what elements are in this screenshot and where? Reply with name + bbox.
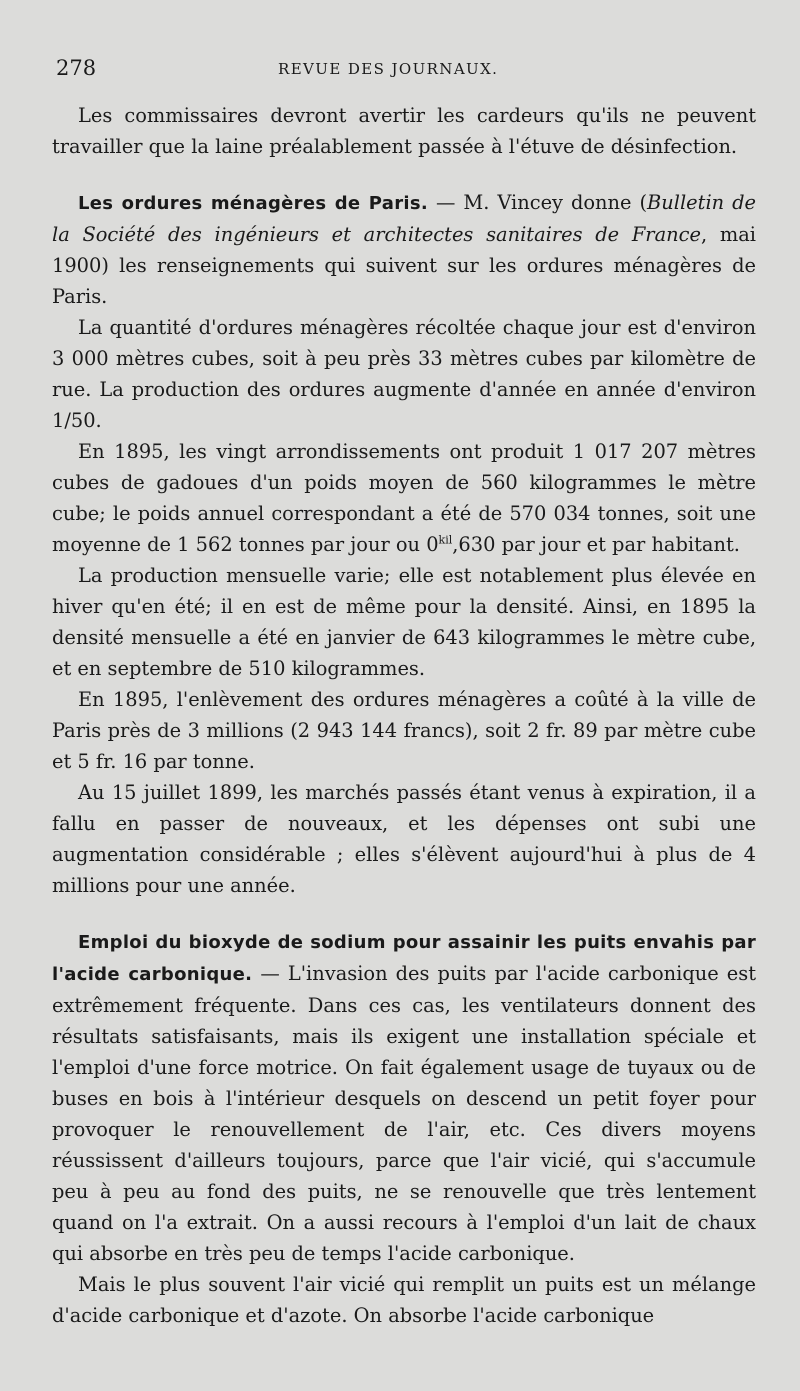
article-bioxyde-intro-text: — L'invasion des puits par l'acide carbonique est extrêmement fréquente. Dans ces cas, les ventilateurs donnent des résultats satisfaisants, mais ils exigent une installation spéciale et l'emploi d'une force motrice. On fait également usage de tuyaux ou de buses en bois à l'intérieur desquels on descend un petit foyer pour provoquer le renouvellement de l'air, etc. Ces divers moyens réussissent d'ailleurs toujours, parce que l'air vicié, qui s'accumule peu à peu au fond des puits, ne se renouvelle que très lentement quand on l'a extrait. On a aussi recours à l'emploi d'un lait de chaux qui absorbe en très peu de temps l'acide carbonique. [52,962,756,1265]
paragraph-2-text-before: En 1895, les vingt arrondissements ont produit 1 017 207 mètres cubes de gadoues d'un poids moyen de 560 kilogrammes le mètre cube; le poids annuel correspondant a été de 570 034 tonnes, soit une moyenne de 1 562 tonnes par jour ou 0 [52,440,756,556]
article-bioxyde-intro [52,926,756,1269]
journal-title: REVUE DES JOURNAUX. [278,60,499,78]
article-ordures-title: Les ordures ménagères de Paris. [78,193,429,214]
section-gap [52,162,756,187]
article-ordures-intro-after: , mai 1900) les renseignements qui suivent sur les ordures ménagères de Paris. [52,223,756,308]
page-number: 278 [56,56,97,80]
article-ordures-intro-before: — M. Vincey donne ( [428,191,648,214]
running-head [52,48,756,88]
article-ordures-source: Bulletin de la Société des ingénieurs et architectes sanitaires de France [52,191,756,246]
article-bioxyde-title: Emploi du bioxyde de sodium pour assainir les puits envahis par l'acide carbonique. [52,932,756,985]
article-ordures-intro [52,187,756,312]
article-ordures-paragraph-1: La quantité d'ordures ménagères récoltée chaque jour est d'environ 3 000 mètres cubes, soit à peu près 33 mètres cubes par kilomètre de rue. La production des ordures augmente d'année en année d'environ 1/50. [52,316,756,432]
paragraph-2-text-after: ,630 par jour et par habitant. [452,533,740,556]
article-ordures-paragraph-2 [52,436,756,560]
article-bioxyde-paragraph-1: Mais le plus souvent l'air vicié qui remplit un puits est un mélange d'acide carbonique et d'azote. On absorbe l'acide carbonique [52,1273,756,1327]
article-ordures-paragraph-5: Au 15 juillet 1899, les marchés passés étant venus à expiration, il a fallu en passer de nouveaux, et les dépenses ont subi une augmentation considérable ; elles s'élèvent aujourd'hui à plus de 4 millions pour une année. [52,781,756,897]
carryover-paragraph: Les commissaires devront avertir les cardeurs qu'ils ne peuvent travailler que la laine préalablement passée à l'étuve de désinfection. [52,104,756,158]
unit-superscript: kil [438,533,453,547]
section-gap [52,901,756,926]
article-ordures-paragraph-3: La production mensuelle varie; elle est notablement plus élevée en hiver qu'en été; il en est de même pour la densité. Ainsi, en 1895 la densité mensuelle a été en janvier de 643 kilogrammes le mètre cube, et en septembre de 510 kilogrammes. [52,564,756,680]
article-ordures-paragraph-4: En 1895, l'enlèvement des ordures ménagères a coûté à la ville de Paris près de 3 millions (2 943 144 francs), soit 2 fr. 89 par mètre cube et 5 fr. 16 par tonne. [52,688,756,773]
